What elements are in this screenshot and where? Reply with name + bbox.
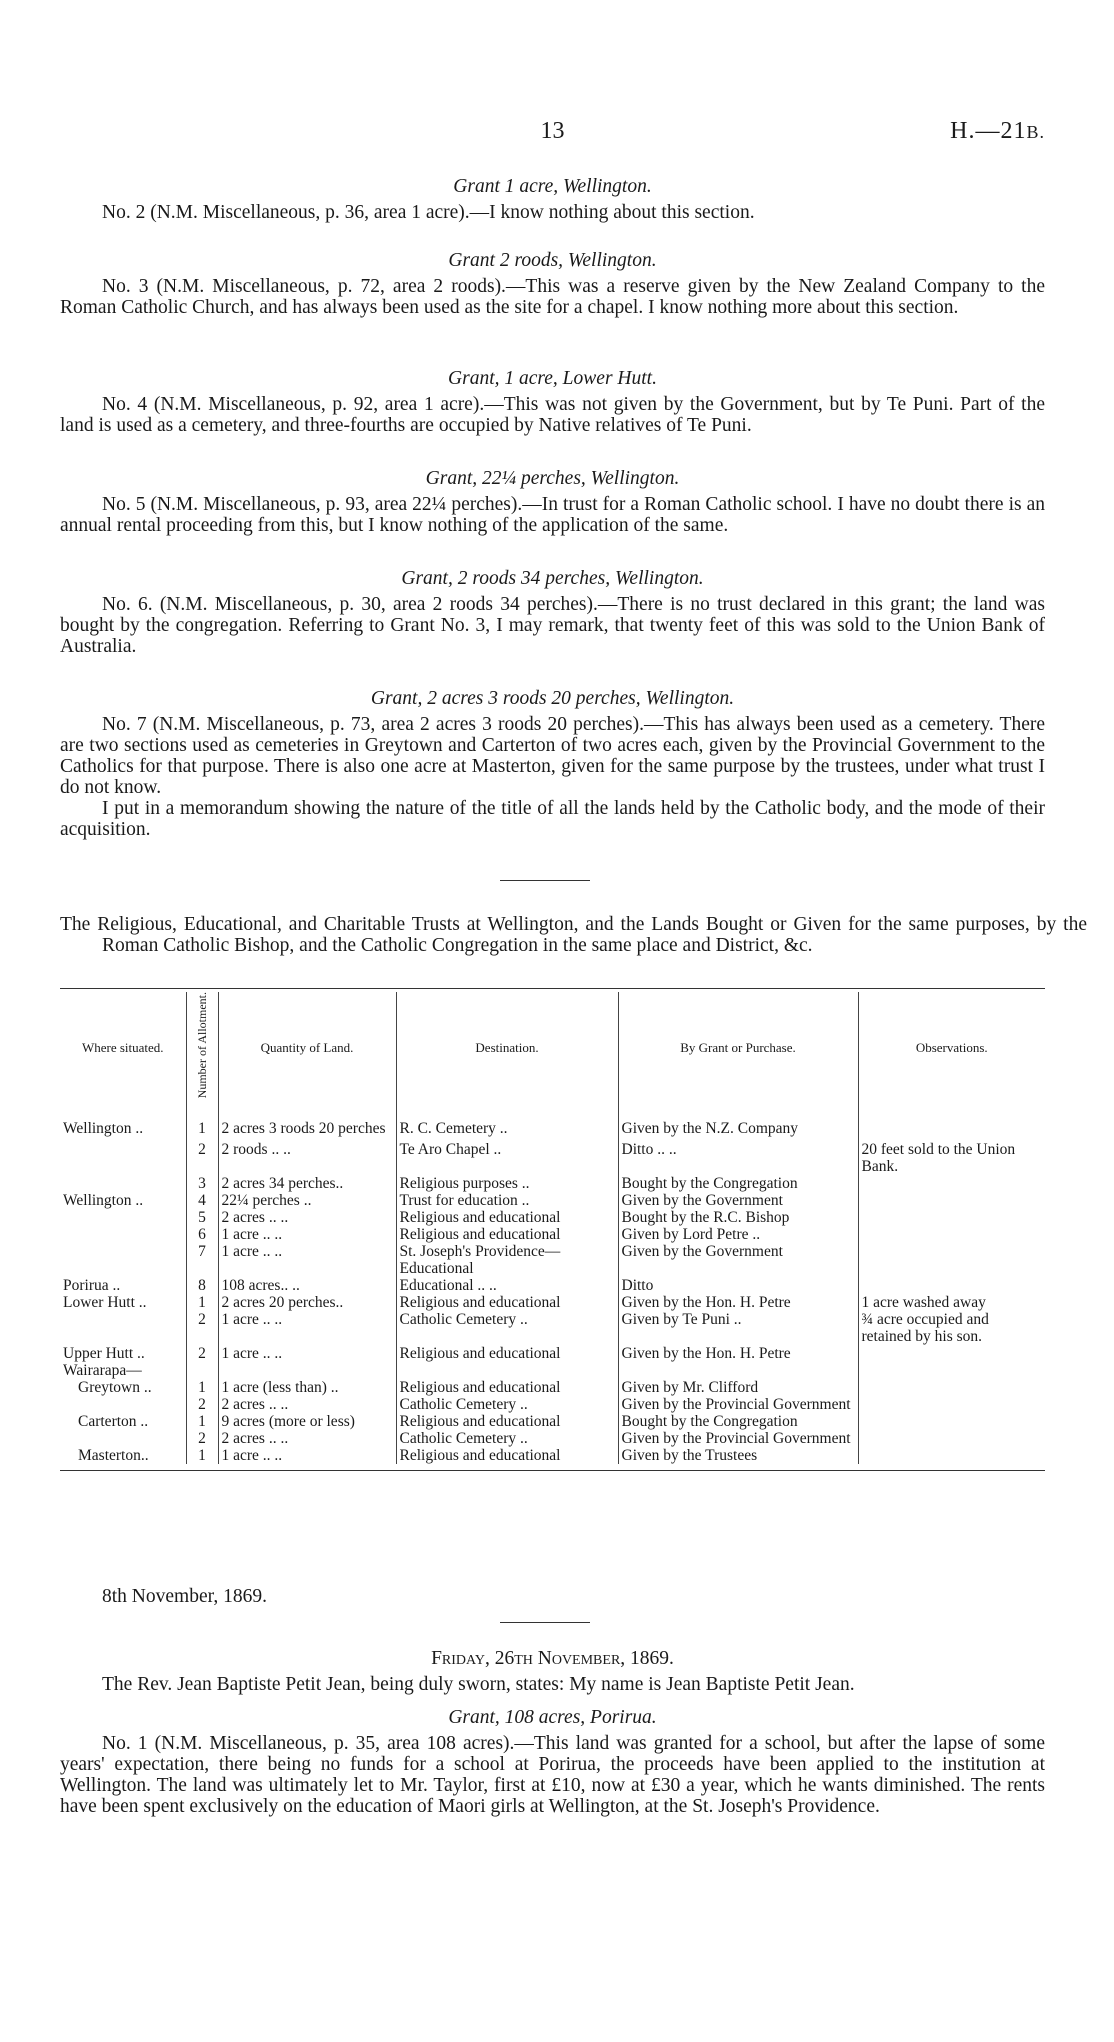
table-cell: 1 acre .. .. [218,1226,396,1243]
table-cell: 2 acres 34 perches.. [218,1175,396,1192]
table-row [60,1413,1045,1430]
table-cell: ¾ acre occupied and retained by his son. [861,1311,989,1346]
table-cell: Given by Mr. Clifford [618,1379,858,1396]
table-cell: 2 [186,1396,218,1413]
table-cell: 2 [186,1430,218,1447]
section-grant-no-2 [60,176,1045,223]
section-heading: Grant, 2 roods 34 perches, Wellington. [401,568,704,589]
table-bottom-rule [60,1470,1045,1471]
table-row [60,1379,1045,1396]
table-cell: Upper Hutt .. [60,1345,186,1362]
column-header: Where situated. [60,992,186,1102]
section-heading: Grant, 1 acre, Lower Hutt. [448,368,657,389]
table-cell: 2 [186,1137,218,1175]
table-cell [60,1430,186,1447]
section-text: No. 1 (N.M. Miscellaneous, p. 35, area 108 acres).—This land was granted for a school, but after the lapse of some years' expectation, there being no funds for a school at Porirua, the proceeds have been applied to the institution at Wellington. The land was ultimately let to Mr. Taylor, first at £10, now at £30 a year, which he wants diminished. The rents have been spent exclusively on the education of Maori girls at Wellington, at the St. Joseph's Providence. [60,1733,1045,1817]
oath-text: The Rev. Jean Baptiste Petit Jean, being duly sworn, states: My name is Jean Baptiste Petit Jean. [102,1674,855,1695]
section-heading: Grant 1 acre, Wellington. [453,176,652,197]
table-cell: Carterton .. [60,1413,186,1430]
table-row [60,1447,1045,1464]
table-cell: 2 acres .. .. [218,1209,396,1226]
table-cell: 1 acre .. .. [218,1311,396,1345]
table-cell [60,1243,186,1277]
table-cell [186,1362,218,1379]
table-cell: Given by the Trustees [618,1447,858,1464]
divider [500,880,590,881]
table-row [60,1277,1045,1294]
table-cell: Religious and educational [396,1413,618,1430]
column-header: Number of Allotment. [186,992,218,1102]
table-cell [60,1137,186,1175]
table-row [60,1192,1045,1209]
table-cell: 7 [186,1243,218,1277]
section-text: No. 5 (N.M. Miscellaneous, p. 93, area 22¼ perches).—In trust for a Roman Catholic school. I have no doubt there is an annual rental proceeding from this, but I know nothing of the application of the same. [60,494,1045,536]
table-cell: Given by Lord Petre .. [618,1226,858,1243]
table-cell [858,1226,1045,1243]
table-cell: 20 feet sold to the Union Bank. [861,1141,1016,1176]
table-cell: Lower Hutt .. [60,1294,186,1311]
table-row [60,1137,1045,1175]
table-cell: 2 [186,1311,218,1345]
table-cell [60,1311,186,1345]
table-cell: 108 acres.. .. [218,1277,396,1294]
table-row [60,1175,1045,1192]
table-cell: Bought by the Congregation [618,1413,858,1430]
table-row [60,1430,1045,1447]
section-heading: Grant, 2 acres 3 roods 20 perches, Wellington. [370,688,735,709]
table-cell [60,1209,186,1226]
table-cell [858,1175,1045,1192]
table-row [60,1102,1045,1137]
table-cell: 1 acre (less than) .. [218,1379,396,1396]
table-title: The Religious, Educational, and Charitable Trusts at Wellington, and the Lands Bought or Given for the same purposes, by the Roman Catholic Bishop, and the Catholic Congregation in the same place and District, &c. [60,914,1087,956]
column-header: By Grant or Purchase. [618,992,858,1102]
table-cell [858,1413,1045,1430]
table-cell: R. C. Cemetery .. [396,1102,618,1137]
table-cell: 1 [186,1294,218,1311]
trusts-table [60,992,1045,1464]
table-cell [396,1362,618,1379]
table-cell: 2 acres .. .. [218,1396,396,1413]
section-grant-no-3 [60,250,1045,318]
table-cell: Given by the Hon. H. Petre [618,1345,858,1362]
table-row [60,1396,1045,1413]
table-cell: Religious and educational [396,1294,618,1311]
table-cell: Given by the Provincial Government [618,1430,858,1447]
table-cell [858,1209,1045,1226]
section-text: No. 3 (N.M. Miscellaneous, p. 72, area 2 roods).—This was a reserve given by the New Zealand Company to the Roman Catholic Church, and has always been used as the site for a chapel. I know nothing more about this section. [60,276,1045,318]
page-number: 13 [540,118,565,144]
table-cell [858,1447,1045,1464]
table-cell: 1 [186,1447,218,1464]
table-cell: Given by the Government [618,1192,858,1209]
date-line: 8th November, 1869. [102,1586,267,1607]
table-body [60,1102,1045,1464]
table-cell: Given by the Government [618,1243,858,1277]
table-cell: 1 [186,1413,218,1430]
table-cell: Ditto [618,1277,858,1294]
table-cell: Porirua .. [60,1277,186,1294]
table-cell: Religious and educational [396,1226,618,1243]
section-heading: Grant 2 roods, Wellington. [448,250,657,271]
table-top-rule [60,988,1045,989]
table-header-row [60,992,1045,1102]
table-row [60,1362,1045,1379]
table-cell: 1 [186,1379,218,1396]
reference-suffix: B. [1026,122,1045,142]
table-cell: Religious and educational [396,1447,618,1464]
table-cell [858,1192,1045,1209]
divider [500,1622,590,1623]
table-cell [858,1277,1045,1294]
table-cell [60,1396,186,1413]
section-heading: Grant, 22¼ perches, Wellington. [425,468,680,489]
reference-main: H.—21 [950,118,1027,144]
table-cell: Educational .. .. [396,1277,618,1294]
table-cell: 3 [186,1175,218,1192]
section-text-memorandum: I put in a memorandum showing the nature of the title of all the lands held by the Catholic body, and the mode of their acquisition. [60,798,1045,840]
table-cell [858,1243,1045,1277]
table-cell: Catholic Cemetery .. [396,1396,618,1413]
table-cell: Wairarapa— [60,1362,186,1379]
table-cell [618,1362,858,1379]
table-cell: Wellington .. [60,1192,186,1209]
table-cell: Wellington .. [60,1102,186,1137]
table-cell: 6 [186,1226,218,1243]
table-cell: 4 [186,1192,218,1209]
column-header: Quantity of Land. [218,992,396,1102]
table-cell: St. Joseph's Providence—Educational [396,1243,618,1277]
session-heading: Friday, 26th November, 1869. [431,1648,674,1669]
table-cell: 8 [186,1277,218,1294]
friday-section [60,1648,1045,1817]
table-cell: Given by the Provincial Government [618,1396,858,1413]
table-cell: Catholic Cemetery .. [396,1311,618,1345]
table-cell: Greytown .. [60,1379,186,1396]
table-cell: 2 acres 3 roods 20 perches [218,1102,396,1137]
table-cell: 2 [186,1345,218,1362]
table-row [60,1226,1045,1243]
column-header: Destination. [396,992,618,1102]
table-cell: Religious purposes .. [396,1175,618,1192]
table-cell: Given by Te Puni .. [618,1311,858,1345]
table-cell [60,1226,186,1243]
table-cell [858,1102,1045,1137]
section-grant-no-6 [60,568,1045,657]
table-cell: Religious and educational [396,1209,618,1226]
table-cell: Masterton.. [60,1447,186,1464]
section-text: No. 4 (N.M. Miscellaneous, p. 92, area 1 acre).—This was not given by the Government, but by Te Puni. Part of the land is used as a cemetery, and three-fourths are occupied by Native relatives of Te Puni. [60,394,1045,436]
table-cell: 22¼ perches .. [218,1192,396,1209]
table-cell [218,1362,396,1379]
table-row [60,1294,1045,1311]
table-cell: 2 roods .. .. [218,1137,396,1175]
table-cell: 1 acre .. .. [218,1345,396,1362]
table-cell: Bought by the Congregation [618,1175,858,1192]
page-header [60,118,1045,148]
table-cell: Given by the N.Z. Company [618,1102,858,1137]
table-cell: 2 acres .. .. [218,1430,396,1447]
table-cell: Given by the Hon. H. Petre [618,1294,858,1311]
table-cell [858,1379,1045,1396]
table-cell: Bought by the R.C. Bishop [618,1209,858,1226]
table-cell [858,1345,1045,1362]
table-cell [60,1175,186,1192]
table-cell: Religious and educational [396,1345,618,1362]
table-cell: 1 acre .. .. [218,1243,396,1277]
table-row [60,1311,1045,1345]
section-heading: Grant, 108 acres, Porirua. [448,1707,657,1728]
table-cell: Catholic Cemetery .. [396,1430,618,1447]
table-cell [858,1362,1045,1379]
document-reference [950,118,1045,145]
table-cell: 5 [186,1209,218,1226]
table-cell: Te Aro Chapel .. [396,1137,618,1175]
trusts-table-container [60,992,1045,1464]
table-cell [858,1396,1045,1413]
column-header: Observations. [915,1039,988,1055]
table-cell: 9 acres (more or less) [218,1413,396,1430]
table-cell: Ditto .. .. [618,1137,858,1175]
section-text: No. 2 (N.M. Miscellaneous, p. 36, area 1 acre).—I know nothing about this section. [102,202,755,223]
section-grant-no-7 [60,688,1045,840]
table-row [60,1243,1045,1277]
table-cell: 2 acres 20 perches.. [218,1294,396,1311]
table-cell: 1 acre .. .. [218,1447,396,1464]
section-grant-no-5 [60,468,1045,536]
section-grant-no-4 [60,368,1045,436]
table-cell [858,1430,1045,1447]
table-cell: 1 [186,1102,218,1137]
table-cell: 1 acre washed away [861,1294,986,1312]
table-cell: Religious and educational [396,1379,618,1396]
section-text: No. 6. (N.M. Miscellaneous, p. 30, area 2 roods 34 perches).—There is no trust declared in this grant; the land was bought by the congregation. Referring to Grant No. 3, I may remark, that twenty feet of this was sold to the Union Bank of Australia. [60,594,1045,657]
table-cell: Trust for education .. [396,1192,618,1209]
section-text: No. 7 (N.M. Miscellaneous, p. 73, area 2 acres 3 roods 20 perches).—This has always been used as a cemetery. There are two sections used as cemeteries in Greytown and Carterton of two acres each, given by the Provincial Government to the Catholics for that purpose. There is also one acre at Masterton, given for the same purpose by the trustees, under what trust I do not know. [60,714,1045,798]
table-row [60,1345,1045,1362]
table-row [60,1209,1045,1226]
